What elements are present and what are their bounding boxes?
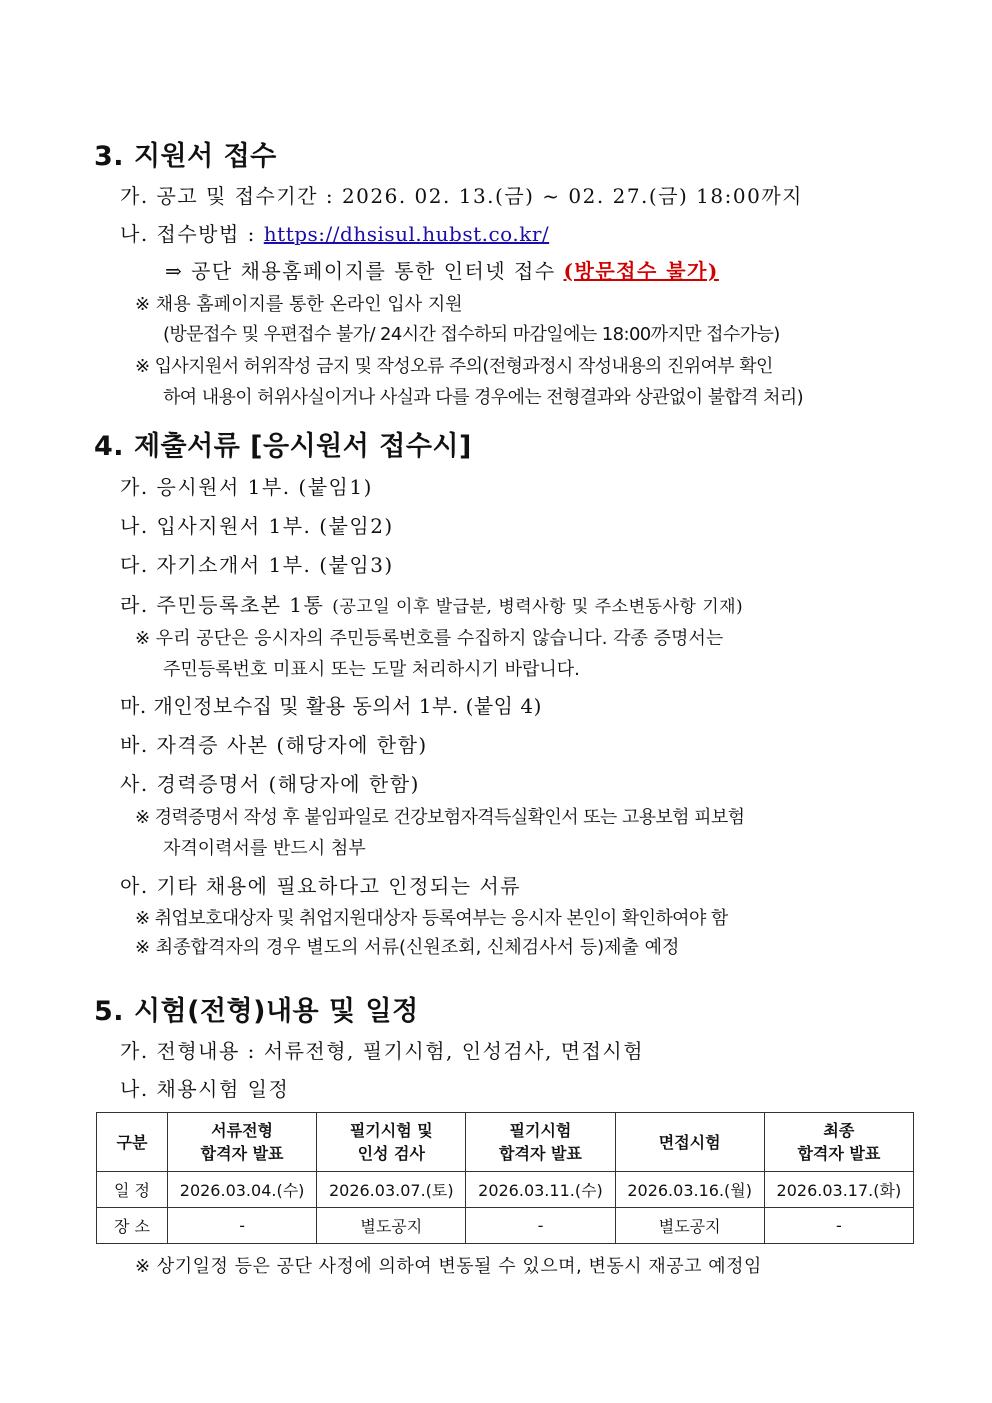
no-visit-notice: (방문접수 불가) xyxy=(563,259,719,283)
sec3-arrow-line xyxy=(165,255,719,284)
sec5-footnote: ※ 상기일정 등은 공단 사정에 의하여 변동될 수 있으며, 변동시 재공고 예정임 xyxy=(135,1256,762,1277)
header-line: 합격자 발표 xyxy=(200,1144,284,1163)
table-cell: 별도공지 xyxy=(317,1208,466,1244)
table-row xyxy=(97,1208,914,1244)
sec3-item-na xyxy=(120,218,549,247)
table-header-cell: 구분 xyxy=(97,1113,168,1172)
sec3-item-na-label: 나. 접수방법 : xyxy=(120,222,264,246)
sec3-item-ga: 가. 공고 및 접수기간 : 2026. 02. 13.(금) ~ 02. 27.(금) 18:00까지 xyxy=(120,184,803,208)
table-cell: - xyxy=(764,1208,913,1244)
header-line: 서류전형 xyxy=(211,1121,273,1140)
sec4-ga: 가. 응시원서 1부. (붙임1) xyxy=(120,475,373,499)
table-header-cell xyxy=(317,1113,466,1172)
table-cell: 2026.03.07.(토) xyxy=(317,1172,466,1208)
table-cell: 장 소 xyxy=(97,1208,168,1244)
sec3-note2-a: ※ 입사지원서 허위작성 금지 및 작성오류 주의(전형과정시 작성내용의 진위여부 확인 xyxy=(135,356,773,377)
sec4-ba: 바. 자격증 사본 (해당자에 한함) xyxy=(120,733,428,757)
section-5-title: 5. 시험(전형)내용 및 일정 xyxy=(94,996,419,1027)
table-cell: 2026.03.04.(수) xyxy=(168,1172,317,1208)
sec3-note1-b: (방문접수 및 우편접수 불가/ 24시간 접수하되 마감일에는 18:00까지만 접수가능) xyxy=(163,324,780,345)
header-line: 필기시험 및 xyxy=(349,1121,433,1140)
sec4-ra-small: (공고일 이후 발급분, 병력사항 및 주소변동사항 기재) xyxy=(332,597,744,617)
sec4-da: 다. 자기소개서 1부. (붙임3) xyxy=(120,553,394,577)
sec4-ma: 마. 개인정보수집 및 활용 동의서 1부. (붙임 4) xyxy=(120,694,542,718)
table-header-cell xyxy=(168,1113,317,1172)
sec4-a-note1: ※ 취업보호대상자 및 취업지원대상자 등록여부는 응시자 본인이 확인하여야 함 xyxy=(135,908,728,929)
header-line: 인성 검사 xyxy=(357,1144,425,1163)
application-link[interactable]: https://dhsisul.hubst.co.kr/ xyxy=(263,222,550,246)
sec3-arrow-text: ⇒ 공단 채용홈페이지를 통한 인터넷 접수 xyxy=(165,259,564,283)
header-line: 최종 xyxy=(823,1121,855,1140)
sec4-sa-note-b: 자격이력서를 반드시 첨부 xyxy=(163,838,366,859)
table-row xyxy=(97,1172,914,1208)
table-cell: 일 정 xyxy=(97,1172,168,1208)
table-header-cell xyxy=(466,1113,615,1172)
table-cell: 2026.03.16.(월) xyxy=(615,1172,764,1208)
table-header-row xyxy=(97,1113,914,1172)
sec4-ra-note-a: ※ 우리 공단은 응시자의 주민등록번호를 수집하지 않습니다. 각종 증명서는 xyxy=(135,628,724,649)
sec4-a-note2: ※ 최종합격자의 경우 별도의 서류(신원조회, 신체검사서 등)제출 예정 xyxy=(135,937,680,958)
table-cell: 별도공지 xyxy=(615,1208,764,1244)
section-3-title: 3. 지원서 접수 xyxy=(94,141,277,172)
sec5-na: 나. 채용시험 일정 xyxy=(120,1077,290,1101)
header-line: 합격자 발표 xyxy=(797,1144,881,1163)
section-4-title: 4. 제출서류 [응시원서 접수시] xyxy=(94,431,472,462)
table-cell: - xyxy=(466,1208,615,1244)
sec3-note1-a: ※ 채용 홈페이지를 통한 온라인 입사 지원 xyxy=(135,294,463,315)
sec4-a: 아. 기타 채용에 필요하다고 인정되는 서류 xyxy=(120,874,522,898)
table-header-cell: 면접시험 xyxy=(615,1113,764,1172)
sec4-na: 나. 입사지원서 1부. (붙임2) xyxy=(120,514,394,538)
sec4-ra-note-b: 주민등록번호 미표시 또는 도말 처리하시기 바랍니다. xyxy=(163,659,580,680)
sec5-ga: 가. 전형내용 : 서류전형, 필기시험, 인성검사, 면접시험 xyxy=(120,1039,645,1063)
header-line: 필기시험 xyxy=(509,1121,572,1140)
header-line: 합격자 발표 xyxy=(499,1144,582,1163)
sec4-ra xyxy=(120,589,743,618)
table-cell: 2026.03.17.(화) xyxy=(764,1172,913,1208)
schedule-table xyxy=(96,1112,914,1244)
table-cell: - xyxy=(168,1208,317,1244)
sec4-sa-note-a: ※ 경력증명서 작성 후 붙임파일로 건강보험자격득실확인서 또는 고용보험 피보험 xyxy=(135,807,745,828)
table-cell: 2026.03.11.(수) xyxy=(466,1172,615,1208)
sec3-note2-b: 하여 내용이 허위사실이거나 사실과 다를 경우에는 전형결과와 상관없이 불합격 처리) xyxy=(163,387,804,408)
sec4-sa: 사. 경력증명서 (해당자에 한함) xyxy=(120,772,420,796)
table-header-cell xyxy=(764,1113,913,1172)
sec4-ra-main: 라. 주민등록초본 1통 xyxy=(120,593,333,617)
